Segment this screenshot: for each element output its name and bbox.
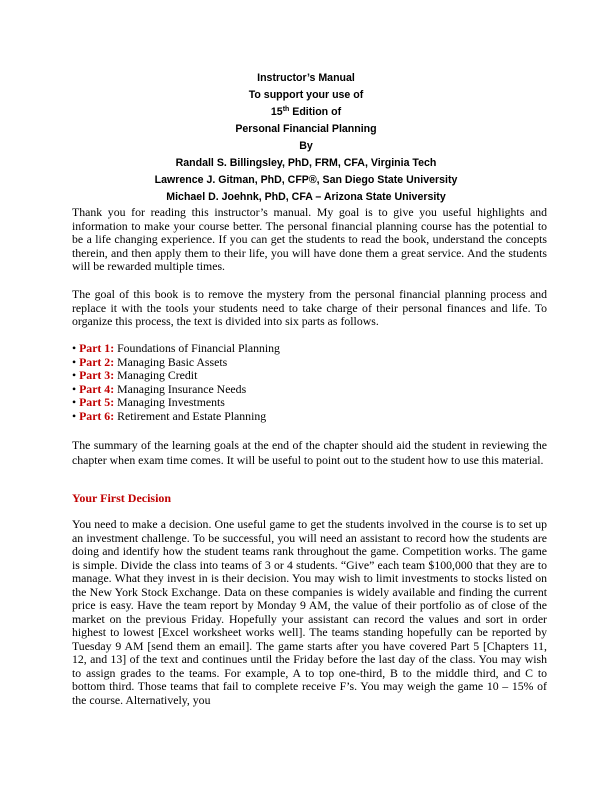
manual-title: Instructor’s Manual (257, 72, 355, 84)
summary-paragraph-block (72, 438, 547, 468)
author-joehnk: Michael D. Joehnk, PhD, CFA – Arizona State University (166, 191, 446, 203)
bullet: • (72, 381, 77, 396)
part-label: Part 3: (79, 368, 115, 382)
intro-paragraph-block (72, 206, 547, 274)
part-label: Part 2: (79, 354, 115, 369)
part-title: Managing Basic Assets (117, 354, 228, 369)
part-title: Foundations of Financial Planning (117, 341, 280, 355)
bullet: • (72, 368, 77, 382)
edition-superscript: th (282, 106, 290, 113)
decision-paragraph: You need to make a decision. One useful game to get the students involved in the course is to set up an investment challenge. To be successful, you will need an assistant to record how the students are doing and identify how the student teams rank throughout the game. Competition works. The game is simple. Divide the class into teams of 3 or 4 students. “Give” each team $100,000 that they are to manage. What they invest in is their decision. You may wish to limit investments to stocks listed on the New York Stock Exchange. Data on these companies is widely available and finding the current price is easy. Have the team report by Monday 9 AM, the value of their portfolio as of close of the market on the previous Friday. Hopefully your assistant can record the values and sort in order highest to lowest [Excel worksheet works well]. The teams standing hopefully can be reported by Tuesday 9 AM [send them an email]. The game starts after you have covered Part 5 [Chapters 11, 12, and 13] of the text and continues until the Friday before the last day of the class. You may wish to assign grades to the teams. For example, A to top one-third, B to the middle third, and C to bottom third. Those teams that fail to complete receive F’s. You may weigh the game 10 – 15% of the course. Alternatively, you (72, 517, 547, 707)
part-title: Managing Investments (117, 395, 225, 409)
list-item (72, 396, 547, 410)
author-billingsley: Randall S. Billingsley, PhD, FRM, CFA, Virginia Tech (175, 157, 437, 169)
list-item (72, 356, 547, 370)
bullet: • (72, 354, 77, 369)
goal-paragraph-block (72, 288, 547, 329)
edition-line (0, 104, 612, 121)
bullet: • (72, 341, 77, 355)
author-gitman: Lawrence J. Gitman, PhD, CFP®, San Diego State University (154, 174, 458, 186)
edition-rest: Edition of (289, 106, 342, 118)
list-item (72, 410, 547, 424)
part-title: Managing Insurance Needs (117, 381, 247, 396)
goal-paragraph: The goal of this book is to remove the mystery from the personal financial planning process and replace it with the tools your students need to take charge of their personal finances and life. To organize this process, the text is divided into six parts as follows. (72, 287, 547, 328)
part-label: Part 6: (79, 408, 115, 423)
part-label: Part 1: (79, 341, 115, 355)
parts-list (72, 342, 547, 423)
bullet: • (72, 395, 77, 409)
subtitle-line: To support your use of (248, 89, 364, 101)
part-title: Retirement and Estate Planning (117, 408, 267, 423)
by-line: By (299, 140, 313, 152)
bullet: • (72, 408, 77, 423)
decision-paragraph-block (72, 518, 547, 707)
list-item (72, 342, 547, 356)
summary-paragraph: The summary of the learning goals at the end of the chapter should aid the student in reviewing the chapter when exam time comes. It will be useful to point out to the student how to use this material. (72, 438, 547, 467)
edition-number: 15 (270, 106, 283, 118)
part-label: Part 5: (79, 395, 115, 409)
part-title: Managing Credit (117, 368, 198, 382)
title-block (0, 70, 612, 206)
section-heading: Your First Decision (72, 491, 172, 505)
intro-paragraph: Thank you for reading this instructor’s manual. My goal is to give you useful highlights and information to make your course better. The personal financial planning course has the potential to be a life changing experience. If you can get the students to read the book, understand the concepts therein, and then apply them to their life, you will have done them a great service. And the students will be rewarded multiple times. (72, 205, 547, 273)
book-title: Personal Financial Planning (235, 123, 377, 135)
list-item (72, 383, 547, 397)
list-item (72, 369, 547, 383)
part-label: Part 4: (79, 381, 115, 396)
